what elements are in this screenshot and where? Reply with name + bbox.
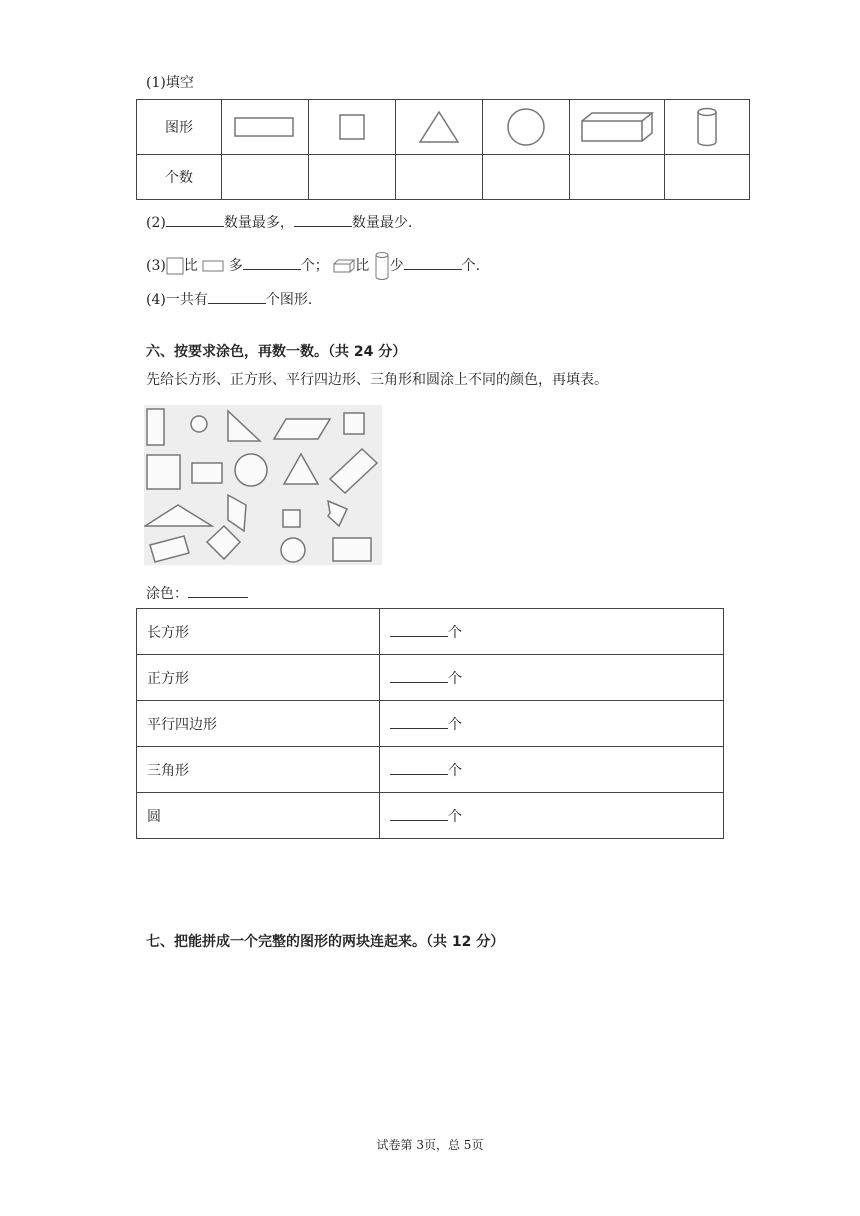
row-header-count: 个数 [137,155,222,200]
rectangle-icon [222,100,309,155]
q3-duo: 多 [228,258,243,274]
count-cell [380,793,724,839]
rectangle-shape [147,409,164,445]
page-footer: 试卷第 3页，总 5页 [376,1138,484,1152]
square-shape [147,455,180,489]
cylinder-icon [374,251,390,281]
count-blank[interactable] [390,760,448,775]
shape-count-table [136,99,750,200]
count-input-cylinder[interactable] [665,155,750,200]
rectangle-icon [202,259,224,273]
color-line [146,583,248,603]
unit-label: 个 [448,716,462,733]
shape-name-circle: 圆 [137,793,380,839]
count-input-triangle[interactable] [396,155,483,200]
q2-end: 数量最少. [351,215,413,231]
section6-title: 六、按要求涂色，再数一数。（共 24 分） [146,344,407,360]
triangle-shape [145,505,212,526]
q2-blank-most[interactable] [166,212,224,227]
circle-shape [281,538,305,562]
count-blank[interactable] [390,668,448,683]
square-icon [166,257,184,275]
q2-blank-least[interactable] [294,212,352,227]
q2-mid: 数量最多， [223,215,294,231]
square-shape [207,526,240,559]
q4-line [146,289,312,309]
table-row [137,100,750,155]
color-label: 涂色： [146,586,188,602]
q2-line [146,212,412,232]
q3-bi1: 比 [183,258,198,274]
q4-end: 个图形. [265,292,313,308]
rectangle-shape [150,536,189,562]
count-input-square[interactable] [309,155,396,200]
cylinder-icon [665,100,750,155]
q3-blank-1[interactable] [243,255,301,270]
count-cell [380,701,724,747]
rectangle-shape [192,463,222,483]
unit-label: 个 [448,808,462,825]
shapes-figure [144,405,382,565]
count-blank[interactable] [390,622,448,637]
triangle-shape [228,411,260,441]
row-header-shape: 图形 [137,100,222,155]
square-icon [309,100,396,155]
q4-prefix: (4)一共有 [146,292,208,308]
cuboid-icon [570,100,665,155]
count-input-cuboid[interactable] [570,155,665,200]
table-row [137,747,724,793]
q2-prefix: (2) [146,215,166,231]
shape-name-square: 正方形 [137,655,380,701]
rectangle-shape [333,538,371,561]
count-cell [380,747,724,793]
unit-label: 个 [448,624,462,641]
count-blank[interactable] [390,806,448,821]
q3-ge2: 个. [461,258,481,274]
count-cell [380,655,724,701]
count-cell [380,609,724,655]
table-row [137,155,750,200]
unit-label: 个 [448,670,462,687]
table-row [137,609,724,655]
table-row [137,793,724,839]
count-input-rectangle[interactable] [222,155,309,200]
q1-label: (1)填空 [146,75,194,91]
circle-shape [235,454,267,486]
q3-bi2: 比 [355,258,370,274]
q3-prefix: (3) [146,258,166,274]
count-input-circle[interactable] [483,155,570,200]
unit-label: 个 [448,762,462,779]
circle-shape [191,416,207,432]
q3-blank-2[interactable] [404,255,462,270]
q3-line [146,251,480,281]
shape-name-parallelogram: 平行四边形 [137,701,380,747]
count-blank[interactable] [390,714,448,729]
section6-instruction: 先给长方形、正方形、平行四边形、三角形和圆涂上不同的颜色，再填表。 [146,372,608,388]
parallelogram-shape [330,449,377,493]
triangle-shape [284,454,318,484]
q3-ge1: 个； [300,258,329,274]
color-blank[interactable] [188,583,248,598]
square-shape [344,413,364,434]
shape-color-table [136,608,724,839]
shapes-drawing [144,405,382,565]
triangle-icon [396,100,483,155]
circle-icon [483,100,570,155]
section7-title: 七、把能拼成一个完整的图形的两块连起来。（共 12 分） [146,934,505,950]
table-row [137,655,724,701]
shape-name-rectangle: 长方形 [137,609,380,655]
q4-blank[interactable] [208,289,266,304]
shape-name-triangle: 三角形 [137,747,380,793]
table-row [137,701,724,747]
q3-shao: 少 [389,258,404,274]
parallelogram-shape [274,419,330,439]
square-shape [328,501,347,526]
parallelogram-shape [228,495,246,531]
cuboid-icon [333,259,355,273]
square-shape [283,510,300,527]
